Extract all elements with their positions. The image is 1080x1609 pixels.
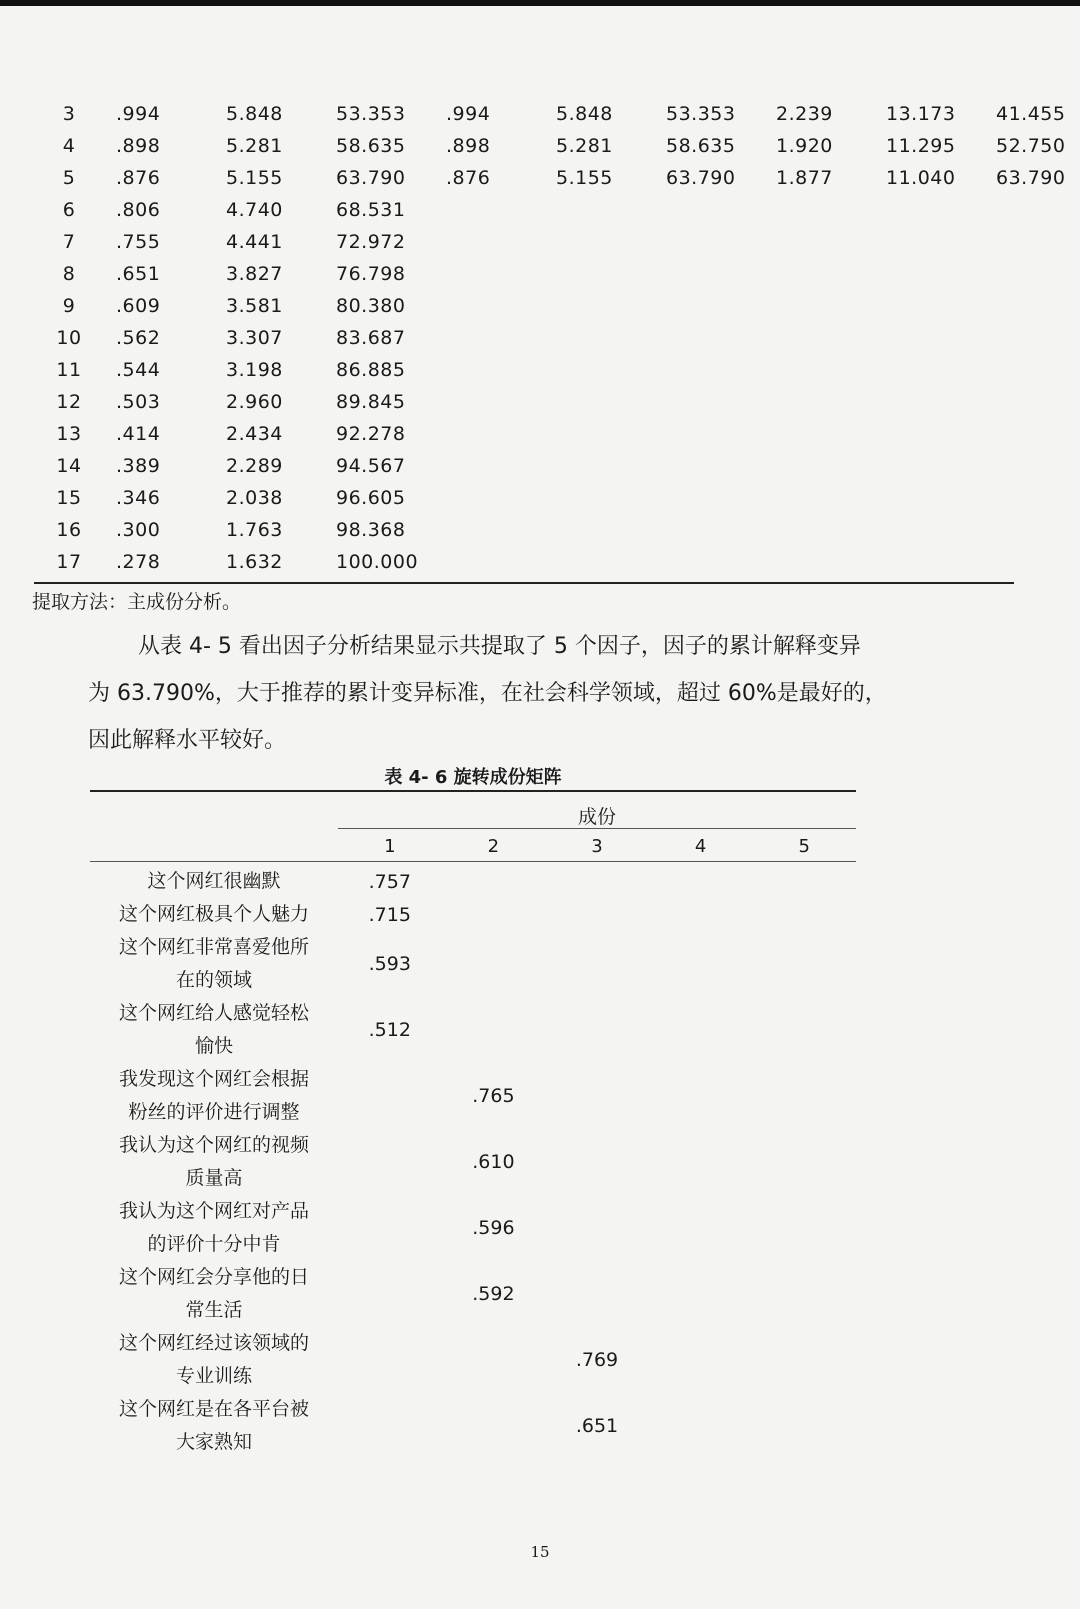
component-number: 4: [694, 836, 707, 857]
variance-cell: 3.198: [226, 359, 283, 381]
matrix-row: [90, 1063, 856, 1129]
item-label-line: 我认为这个网红对产品: [118, 1200, 309, 1222]
variance-cell: [984, 290, 1080, 322]
item-label: [90, 931, 338, 997]
variance-cell: 13.173: [886, 103, 956, 125]
variance-cell: [764, 322, 874, 354]
variance-cell: [654, 418, 764, 450]
variance-cell: 63.790: [336, 167, 406, 189]
variance-cell: 41.455: [996, 103, 1066, 125]
variance-cell: 5.155: [226, 167, 283, 189]
variance-cell: [764, 354, 874, 386]
variance-cell: .806: [116, 199, 161, 221]
variance-cell: [654, 386, 764, 418]
variance-cell: 2.038: [226, 487, 283, 509]
variance-cell: [654, 290, 764, 322]
variance-cell: [764, 290, 874, 322]
variance-table-bottom-rule: [34, 582, 1014, 584]
variance-cell: [764, 450, 874, 482]
variance-component-number: 15: [56, 487, 82, 509]
variance-cell: 4.740: [226, 199, 283, 221]
component-number: 2: [487, 836, 500, 857]
variance-cell: [984, 450, 1080, 482]
matrix-row: [90, 898, 856, 931]
component-number: 5: [798, 836, 810, 857]
loading-value: .592: [472, 1283, 515, 1305]
matrix-row: [90, 1129, 856, 1195]
loading-value: [338, 1129, 442, 1195]
variance-cell: [764, 226, 874, 258]
variance-cell: 3.581: [226, 295, 283, 317]
loading-value: [752, 1393, 856, 1459]
variance-cell: [544, 322, 654, 354]
loading-value: [442, 865, 546, 898]
variance-component-number: 12: [56, 391, 82, 413]
item-label: [90, 1129, 338, 1195]
variance-cell: [874, 386, 984, 418]
loading-value: [338, 1195, 442, 1261]
loading-value: [545, 1195, 649, 1261]
variance-cell: [874, 194, 984, 226]
variance-cell: .994: [446, 103, 491, 125]
variance-cell: 83.687: [336, 327, 406, 349]
variance-cell: 1.877: [776, 167, 833, 189]
variance-row: [34, 418, 1080, 450]
top-edge-bar: [0, 0, 1080, 6]
variance-row: [34, 482, 1080, 514]
item-label: [90, 997, 338, 1063]
variance-cell: [654, 322, 764, 354]
variance-cell: 11.295: [886, 135, 956, 157]
variance-cell: [984, 418, 1080, 450]
variance-cell: [984, 514, 1080, 546]
variance-cell: 5.155: [556, 167, 613, 189]
loading-value: [442, 898, 546, 931]
variance-cell: [544, 258, 654, 290]
variance-cell: 80.380: [336, 295, 406, 317]
variance-cell: [874, 546, 984, 578]
variance-cell: [984, 546, 1080, 578]
item-label: [90, 1195, 338, 1261]
loading-value: [752, 1195, 856, 1261]
variance-cell: [434, 290, 544, 322]
variance-cell: [654, 226, 764, 258]
variance-cell: [544, 290, 654, 322]
variance-cell: [764, 482, 874, 514]
variance-cell: 86.885: [336, 359, 406, 381]
loading-value: [752, 997, 856, 1063]
variance-component-number: 8: [62, 263, 76, 285]
loading-value: [649, 1129, 753, 1195]
variance-row: [34, 514, 1080, 546]
loading-value: .651: [575, 1415, 619, 1437]
variance-cell: [544, 418, 654, 450]
item-label-line: 的评价十分中肯: [147, 1233, 281, 1255]
item-label: [90, 1393, 338, 1459]
loading-value: .610: [472, 1151, 515, 1173]
variance-cell: 5.848: [556, 103, 613, 125]
variance-row: [34, 546, 1080, 578]
loading-value: [442, 931, 546, 997]
variance-cell: [764, 194, 874, 226]
variance-cell: [874, 450, 984, 482]
loading-value: .596: [472, 1217, 515, 1239]
loading-value: [545, 898, 649, 931]
loading-value: [649, 1063, 753, 1129]
variance-cell: .278: [116, 551, 161, 573]
item-label-line: 这个网红经过该领域的: [118, 1332, 309, 1354]
variance-cell: [544, 386, 654, 418]
variance-component-number: 9: [62, 295, 76, 317]
paragraph-line-3: 因此解释水平较好。: [88, 728, 287, 753]
variance-cell: 3.827: [226, 263, 283, 285]
variance-component-number: 3: [62, 103, 76, 125]
matrix-body: [90, 865, 856, 1459]
variance-cell: 4.441: [226, 231, 283, 253]
variance-cell: 89.845: [336, 391, 406, 413]
variance-cell: 5.848: [226, 103, 283, 125]
variance-cell: .562: [116, 327, 161, 349]
item-label-line: 大家熟知: [175, 1431, 252, 1453]
component-header-rule: [338, 828, 856, 829]
variance-component-number: 16: [56, 519, 82, 541]
variance-cell: 2.434: [226, 423, 283, 445]
variance-table: [34, 98, 1080, 578]
rotated-component-matrix: [90, 865, 856, 1459]
variance-cell: [984, 482, 1080, 514]
variance-cell: [654, 194, 764, 226]
variance-cell: .898: [116, 135, 161, 157]
loading-value: [338, 1327, 442, 1393]
loading-value: [649, 1195, 753, 1261]
variance-cell: [874, 322, 984, 354]
variance-cell: 72.972: [336, 231, 406, 253]
variance-cell: 2.239: [776, 103, 833, 125]
variance-cell: [874, 514, 984, 546]
variance-table-body: [34, 98, 1080, 578]
variance-cell: .300: [116, 519, 161, 541]
variance-cell: [434, 450, 544, 482]
variance-cell: .876: [446, 167, 491, 189]
loading-value: [545, 931, 649, 997]
variance-component-number: 17: [56, 551, 82, 573]
variance-cell: .994: [116, 103, 161, 125]
loading-value: [752, 931, 856, 997]
variance-row: [34, 386, 1080, 418]
variance-cell: [984, 386, 1080, 418]
variance-cell: 63.790: [996, 167, 1066, 189]
variance-cell: 58.635: [336, 135, 406, 157]
item-label-line: 这个网红非常喜爱他所: [118, 936, 309, 958]
loading-value: .593: [368, 953, 411, 975]
variance-cell: [764, 546, 874, 578]
loading-value: [338, 1261, 442, 1327]
item-label-line: 这个网红极具个人魅力: [118, 903, 309, 925]
matrix-header-bottom-rule: [90, 861, 856, 862]
variance-cell: 2.960: [226, 391, 283, 413]
item-label: [90, 1063, 338, 1129]
variance-cell: [654, 546, 764, 578]
variance-cell: [544, 482, 654, 514]
loading-value: [752, 1327, 856, 1393]
loading-value: [649, 898, 753, 931]
loading-value: [752, 1129, 856, 1195]
item-label-line: 这个网红给人感觉轻松: [118, 1002, 309, 1024]
loading-value: [649, 1393, 753, 1459]
variance-row: [34, 322, 1080, 354]
page-number: 15: [530, 1543, 550, 1561]
loading-value: .765: [472, 1085, 515, 1107]
item-label-line: 愉快: [194, 1035, 233, 1057]
variance-cell: [544, 546, 654, 578]
item-label-line: 专业训练: [175, 1365, 252, 1387]
item-label-line: 我认为这个网红的视频: [118, 1134, 309, 1156]
matrix-row: [90, 1261, 856, 1327]
variance-cell: 63.790: [666, 167, 736, 189]
variance-cell: .544: [116, 359, 161, 381]
variance-cell: [434, 226, 544, 258]
component-number: 3: [591, 836, 603, 857]
paragraph-line-1: 从表 4- 5 看出因子分析结果显示共提取了 5 个因子，因子的累计解释变异: [138, 634, 861, 659]
loading-value: .769: [575, 1349, 619, 1371]
component-number-row: [338, 836, 856, 857]
variance-cell: [654, 354, 764, 386]
loading-value: .512: [368, 1019, 411, 1041]
matrix-row: [90, 1393, 856, 1459]
loading-value: [442, 1393, 546, 1459]
variance-cell: [874, 354, 984, 386]
table-caption: 表 4- 6 旋转成份矩阵: [384, 767, 562, 788]
loading-value: [545, 1063, 649, 1129]
item-label: [90, 1261, 338, 1327]
extraction-method-note: 提取方法：主成份分析。: [32, 591, 242, 613]
variance-cell: .609: [116, 295, 161, 317]
matrix-row: [90, 865, 856, 898]
variance-cell: [434, 194, 544, 226]
component-number: 1: [384, 836, 396, 857]
variance-cell: [874, 258, 984, 290]
variance-cell: .876: [116, 167, 161, 189]
variance-cell: [434, 514, 544, 546]
variance-component-number: 6: [62, 199, 76, 221]
variance-cell: [874, 482, 984, 514]
variance-cell: [984, 194, 1080, 226]
variance-cell: 94.567: [336, 455, 406, 477]
loading-value: [338, 1393, 442, 1459]
item-label-line: 这个网红是在各平台被: [118, 1398, 309, 1420]
variance-cell: 68.531: [336, 199, 406, 221]
variance-cell: .651: [116, 263, 161, 285]
loading-value: [338, 1063, 442, 1129]
variance-cell: [984, 322, 1080, 354]
variance-cell: 100.000: [336, 551, 419, 573]
variance-component-number: 5: [62, 167, 76, 189]
variance-cell: .503: [116, 391, 161, 413]
variance-cell: 3.307: [226, 327, 283, 349]
item-label-line: 常生活: [185, 1299, 243, 1321]
variance-cell: 52.750: [996, 135, 1066, 157]
variance-row: [34, 98, 1080, 130]
variance-cell: [654, 258, 764, 290]
variance-cell: 1.920: [776, 135, 833, 157]
variance-cell: [544, 450, 654, 482]
item-label-line: 我发现这个网红会根据: [118, 1068, 309, 1090]
variance-cell: [764, 514, 874, 546]
variance-cell: [544, 226, 654, 258]
body-paragraph: [88, 623, 948, 764]
loading-value: [752, 898, 856, 931]
item-label: [90, 865, 338, 898]
variance-cell: [434, 354, 544, 386]
variance-cell: 11.040: [886, 167, 956, 189]
variance-cell: [764, 418, 874, 450]
variance-cell: 2.289: [226, 455, 283, 477]
loading-value: [545, 865, 649, 898]
variance-row: [34, 354, 1080, 386]
variance-row: [34, 450, 1080, 482]
variance-cell: .755: [116, 231, 161, 253]
variance-cell: 98.368: [336, 519, 406, 541]
variance-cell: 96.605: [336, 487, 406, 509]
variance-component-number: 13: [56, 423, 82, 445]
variance-component-number: 11: [56, 359, 82, 381]
loading-value: [649, 1327, 753, 1393]
variance-cell: [434, 482, 544, 514]
variance-row: [34, 130, 1080, 162]
variance-cell: [654, 450, 764, 482]
loading-value: [752, 1063, 856, 1129]
variance-cell: [764, 258, 874, 290]
item-label: [90, 1327, 338, 1393]
variance-cell: .389: [116, 455, 161, 477]
loading-value: .757: [368, 870, 411, 893]
variance-component-number: 10: [56, 327, 82, 349]
loading-value: [649, 997, 753, 1063]
loading-value: [649, 1261, 753, 1327]
variance-cell: .898: [446, 135, 491, 157]
matrix-row: [90, 1195, 856, 1261]
variance-cell: 92.278: [336, 423, 406, 445]
matrix-row: [90, 997, 856, 1063]
loading-value: [442, 1327, 546, 1393]
variance-cell: .414: [116, 423, 161, 445]
variance-cell: 58.635: [666, 135, 736, 157]
variance-cell: [984, 354, 1080, 386]
variance-cell: 5.281: [556, 135, 613, 157]
loading-value: [752, 1261, 856, 1327]
variance-cell: [434, 418, 544, 450]
component-group-header: 成份: [577, 806, 616, 828]
loading-value: .715: [368, 903, 411, 926]
variance-cell: [544, 194, 654, 226]
variance-cell: 1.763: [226, 519, 283, 541]
item-label-line: 粉丝的评价进行调整: [128, 1101, 300, 1123]
variance-cell: [544, 514, 654, 546]
matrix-row: [90, 1327, 856, 1393]
variance-cell: 53.353: [336, 103, 406, 125]
variance-component-number: 4: [62, 135, 76, 157]
variance-cell: [984, 258, 1080, 290]
variance-cell: [874, 290, 984, 322]
item-label-line: 这个网红很幽默: [147, 870, 281, 892]
matrix-top-rule: [90, 790, 856, 792]
variance-cell: [434, 258, 544, 290]
loading-value: [442, 997, 546, 1063]
variance-component-number: 14: [56, 455, 82, 477]
variance-cell: [434, 386, 544, 418]
variance-cell: 53.353: [666, 103, 736, 125]
variance-cell: [764, 386, 874, 418]
variance-row: [34, 162, 1080, 194]
loading-value: [545, 1261, 649, 1327]
variance-cell: [874, 418, 984, 450]
variance-cell: [654, 514, 764, 546]
loading-value: [752, 865, 856, 898]
loading-value: [545, 997, 649, 1063]
variance-cell: [654, 482, 764, 514]
loading-value: [649, 865, 753, 898]
variance-cell: [434, 546, 544, 578]
variance-cell: 1.632: [226, 551, 283, 573]
variance-component-number: 7: [62, 231, 76, 253]
variance-cell: [874, 226, 984, 258]
item-label: [90, 898, 338, 931]
variance-cell: [434, 322, 544, 354]
matrix-row: [90, 931, 856, 997]
variance-cell: 5.281: [226, 135, 283, 157]
variance-row: [34, 290, 1080, 322]
variance-row: [34, 226, 1080, 258]
variance-cell: .346: [116, 487, 161, 509]
variance-row: [34, 194, 1080, 226]
variance-cell: [544, 354, 654, 386]
item-label-line: 质量高: [185, 1167, 243, 1189]
item-label-line: 在的领域: [175, 969, 252, 991]
paragraph-line-2: 为 63.790%，大于推荐的累计变异标准，在社会科学领域，超过 60%是最好的，: [88, 681, 887, 706]
loading-value: [545, 1129, 649, 1195]
variance-cell: [984, 226, 1080, 258]
variance-cell: 76.798: [336, 263, 406, 285]
item-label-line: 这个网红会分享他的日: [118, 1266, 309, 1288]
variance-row: [34, 258, 1080, 290]
loading-value: [649, 931, 753, 997]
